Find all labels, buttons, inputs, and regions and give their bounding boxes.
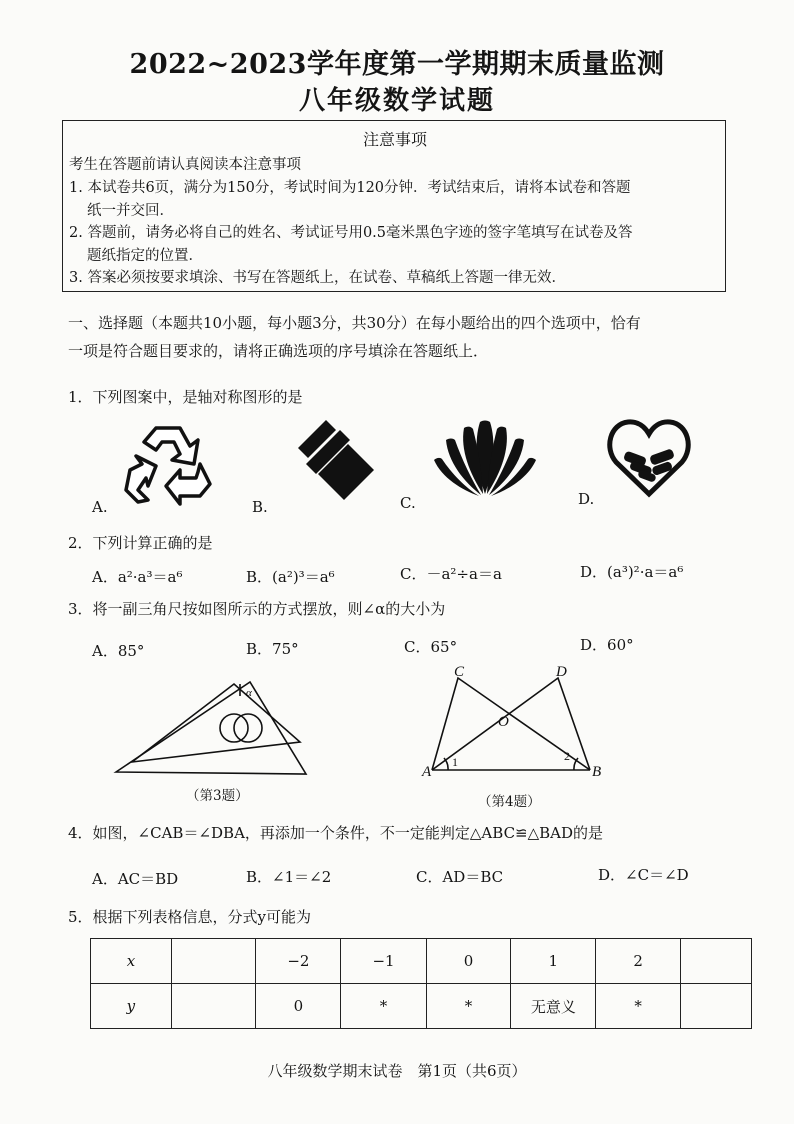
table-cell: x [91,939,172,984]
notice-item: 题纸指定的位置． [87,248,203,264]
option-b: B．∠1＝∠2 [246,868,332,886]
question-4-stem: 4．如图，∠CAB＝∠DBA，再添加一个条件，不一定能判定△ABC≌△BAD的是 [68,824,604,842]
page-footer: 八年级数学期末试卷 第1页（共6页） [267,1062,527,1080]
point-label-c: C [454,664,465,680]
table-cell: * [426,984,511,1029]
question-2-stem: 2．下列计算正确的是 [68,534,213,552]
recycle-icon [118,420,218,510]
section-instruction: 一项是符合题目要求的，请将正确选项的序号填涂在答题纸上． [68,342,489,360]
table-cell: * [596,984,681,1029]
table-cell: −1 [341,939,426,984]
table-cell: −2 [256,939,341,984]
question-1-stem: 1．下列图案中，是轴对称图形的是 [68,388,303,406]
table-cell: y [91,984,172,1029]
notice-intro: 考生在答题前请认真阅读本注意事项 [69,157,301,173]
point-label-d: D [556,664,567,680]
section-heading: 一、选择题（本题共10小题，每小题3分，共30分）在每小题给出的四个选项中，恰有 [68,314,641,332]
option-a: A．a²·a³＝a⁶ [92,568,183,586]
point-label-o: O [498,714,509,730]
exam-title: 2022~2023学年度第一学期期末质量监测 [129,49,665,80]
option-label: B. [252,498,268,516]
question-5-stem: 5．根据下列表格信息，分式y可能为 [68,908,312,926]
question-3-figure [110,672,310,782]
option-a: A．85° [92,642,145,660]
table-cell [171,984,255,1029]
exam-subtitle: 八年级数学试题 [298,86,495,116]
huawei-logo-icon [430,418,540,498]
option-d: D．(a³)²·a＝a⁶ [580,563,684,581]
option-c: C．－a²÷a＝a [400,565,502,583]
figure-4-caption: （第4题） [478,794,541,810]
question-3-stem: 3．将一副三角尺按如图所示的方式摆放，则∠α的大小为 [68,600,446,618]
angle-label-2: 2 [564,749,570,763]
table-cell: 2 [596,939,681,984]
option-d: D．∠C＝∠D [598,866,689,884]
table-cell: * [341,984,426,1029]
point-label-b: B [592,764,602,780]
option-label: C. [400,494,416,512]
notice-item: 纸一并交回． [87,203,174,219]
value-table [90,938,752,1029]
table-cell: 0 [426,939,511,984]
option-label: A. [92,498,108,516]
heart-handshake-icon [606,418,692,498]
table-cell: 1 [511,939,596,984]
table-cell [171,939,255,984]
table-cell [681,939,752,984]
notice-item: 3. 答案必须按要求填涂、书写在答题纸上，在试卷、草稿纸上答题一律无效． [69,270,566,286]
table-cell: 0 [256,984,341,1029]
point-label-a: A [422,764,432,780]
notice-box [62,120,726,292]
question-4-figure [418,664,608,784]
angle-label-1: 1 [452,755,458,769]
table-cell: 无意义 [511,984,596,1029]
stacked-bars-logo-icon [292,418,376,502]
notice-item: 1. 本试卷共6页，满分为150分，考试时间为120分钟．考试结束后，请将本试卷和答题 [69,180,631,196]
option-a: A．AC＝BD [92,870,179,888]
alpha-label: α [246,687,252,699]
option-c: C．AD＝BC [416,868,504,886]
option-d: D．60° [580,636,634,654]
table-row [91,984,752,1029]
notice-heading: 注意事项 [362,130,427,149]
figure-3-caption: （第3题） [186,788,249,804]
table-cell [681,984,752,1029]
option-label: D. [578,490,595,508]
notice-item: 2. 答题前，请务必将自己的姓名、考试证号用0.5毫米黑色字迹的签字笔填写在试卷及答 [69,225,633,241]
table-row [91,939,752,984]
option-b: B．(a²)³＝a⁶ [246,568,335,586]
option-c: C．65° [404,638,458,656]
option-b: B．75° [246,640,299,658]
